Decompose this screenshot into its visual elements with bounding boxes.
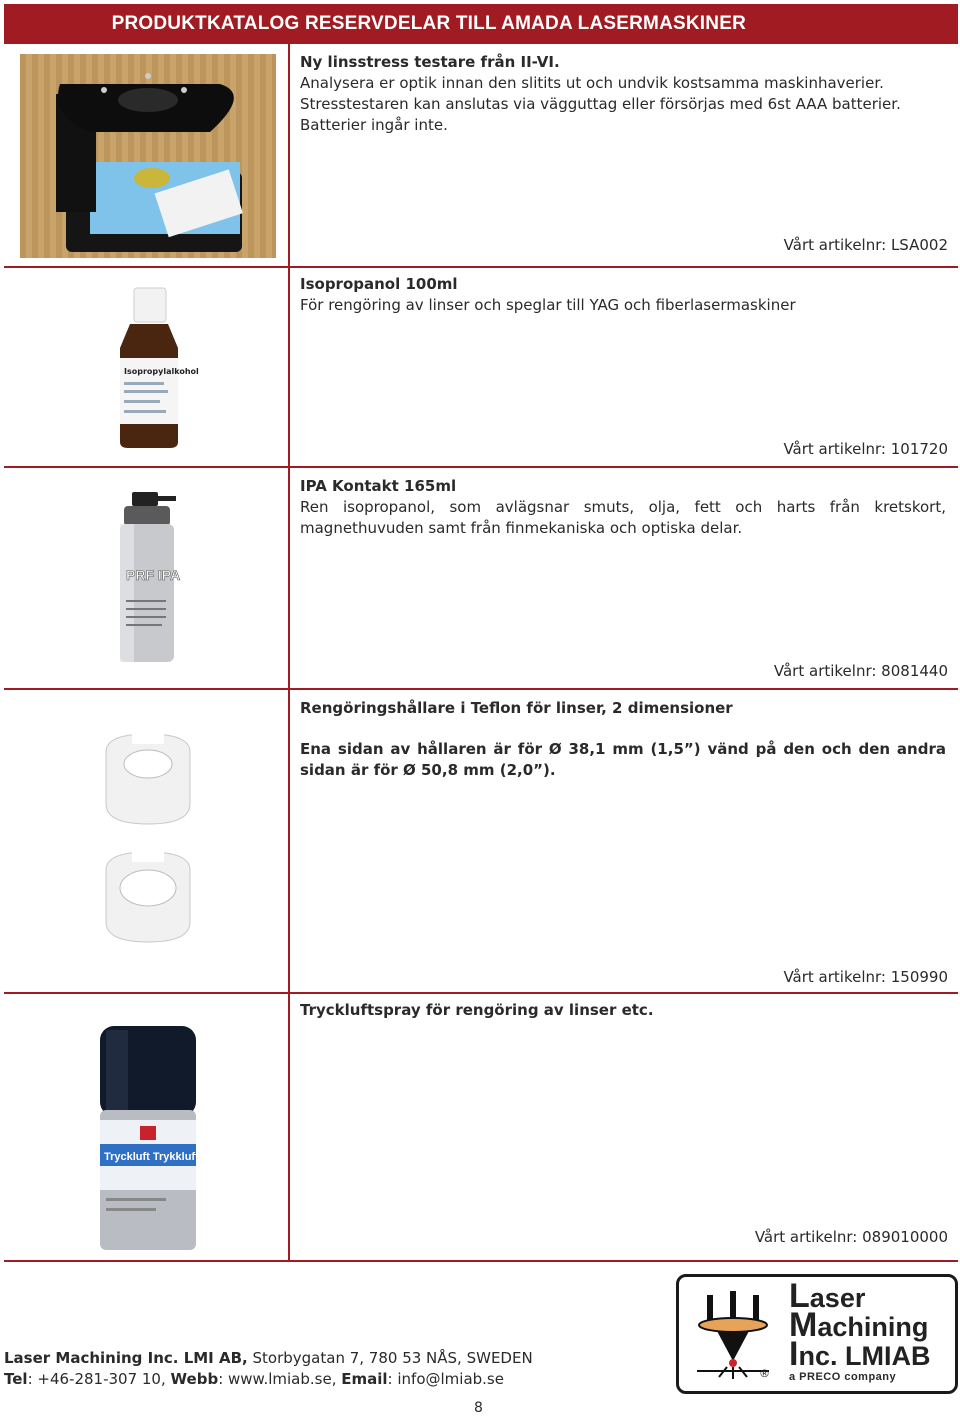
article-number: Vårt artikelnr: 101720	[783, 440, 948, 458]
product-title: Rengöringshållare i Teflon för linser, 2 dimensioner	[300, 699, 733, 717]
logo-line3-rest: nc. LMIAB	[798, 1341, 931, 1371]
web-label: Webb	[170, 1370, 219, 1388]
product-text	[300, 476, 946, 539]
product-title: Ny linsstress testare från II-VI.	[300, 53, 560, 71]
product-description: Analysera er optik innan den slitits ut och undvik kostsamma maskinhaverier. Stresstestaren kan anslutas via vägguttag eller försörjas med 6st AAA batterier. Batterier ingår inte.	[300, 74, 901, 134]
footer-contact-line	[4, 1369, 533, 1390]
tel-value: : +46-281-307 10,	[27, 1370, 166, 1388]
article-number: Vårt artikelnr: 8081440	[773, 662, 948, 680]
column-divider	[288, 468, 290, 688]
logo-line1-cap: L	[789, 1277, 810, 1315]
article-number: Vårt artikelnr: LSA002	[783, 236, 948, 254]
can-label-text: Tryckluft Trykkluft	[104, 1151, 199, 1163]
email-label: Email	[341, 1370, 388, 1388]
product-description: Ena sidan av hållaren är för Ø 38,1 mm (1,5”) vänd på den och den andra sidan är för Ø 50,8 mm (2,0”).	[300, 740, 946, 779]
tel-label: Tel	[4, 1370, 28, 1388]
ipa-spray-can-photo	[114, 490, 180, 666]
product-row-isopropanol	[4, 268, 958, 468]
product-title: IPA Kontakt 165ml	[300, 477, 457, 495]
product-row-lens-stress-tester	[4, 44, 958, 268]
web-link[interactable]: : www.lmiab.se,	[218, 1370, 337, 1388]
column-divider	[288, 44, 290, 266]
teflon-lens-holder-photo	[96, 728, 200, 952]
product-title: Isopropanol 100ml	[300, 275, 458, 293]
product-description: För rengöring av linser och speglar till YAG och fiberlasermaskiner	[300, 296, 796, 314]
logo-tagline: a PRECO company	[789, 1371, 897, 1383]
email-link[interactable]: : info@lmiab.se	[387, 1370, 504, 1388]
lens-stress-tester-photo	[20, 54, 276, 258]
company-logo	[676, 1274, 958, 1394]
registered-mark: ®	[759, 1367, 770, 1380]
catalog-title: PRODUKTKATALOG RESERVDELAR TILL AMADA LASERMASKINER	[111, 13, 746, 34]
bottle-label-text: Isopropylalkohol	[124, 367, 199, 376]
article-number: Vårt artikelnr: 150990	[783, 968, 948, 986]
isopropanol-bottle-photo	[112, 284, 199, 450]
product-text	[300, 52, 946, 136]
logo-line2-cap: M	[789, 1306, 818, 1344]
product-text	[300, 274, 946, 316]
catalog-header	[4, 4, 958, 44]
product-row-ipa-kontakt	[4, 468, 958, 690]
column-divider	[288, 690, 290, 992]
can-label-text: PRF IPA	[126, 567, 181, 583]
column-divider	[288, 994, 290, 1260]
page-number: 8	[474, 1400, 483, 1416]
logo-line3-cap: I	[789, 1335, 799, 1373]
product-row-teflon-holder	[4, 690, 958, 994]
logo-wordmark	[789, 1277, 931, 1373]
product-title: Tryckluftspray för rengöring av linser etc.	[300, 1001, 654, 1019]
company-address: Storbygatan 7, 780 53 NÅS, SWEDEN	[252, 1349, 533, 1367]
footer-contact	[4, 1348, 533, 1390]
compressed-air-can-photo	[96, 1022, 200, 1254]
column-divider	[288, 268, 290, 466]
company-name: Laser Machining Inc. LMI AB,	[4, 1349, 248, 1367]
product-text	[300, 698, 946, 781]
product-text	[300, 1000, 946, 1021]
product-description: Ren isopropanol, som avlägsnar smuts, olja, fett och harts från kretskort, magnethuvuden samt från finmekaniska och optiska delar.	[300, 498, 946, 537]
article-number: Vårt artikelnr: 089010000	[754, 1228, 948, 1246]
logo-line1-rest: aser	[809, 1283, 866, 1313]
logo-line2-rest: achining	[817, 1312, 929, 1342]
product-row-compressed-air	[4, 994, 958, 1262]
footer-address-line	[4, 1348, 533, 1369]
